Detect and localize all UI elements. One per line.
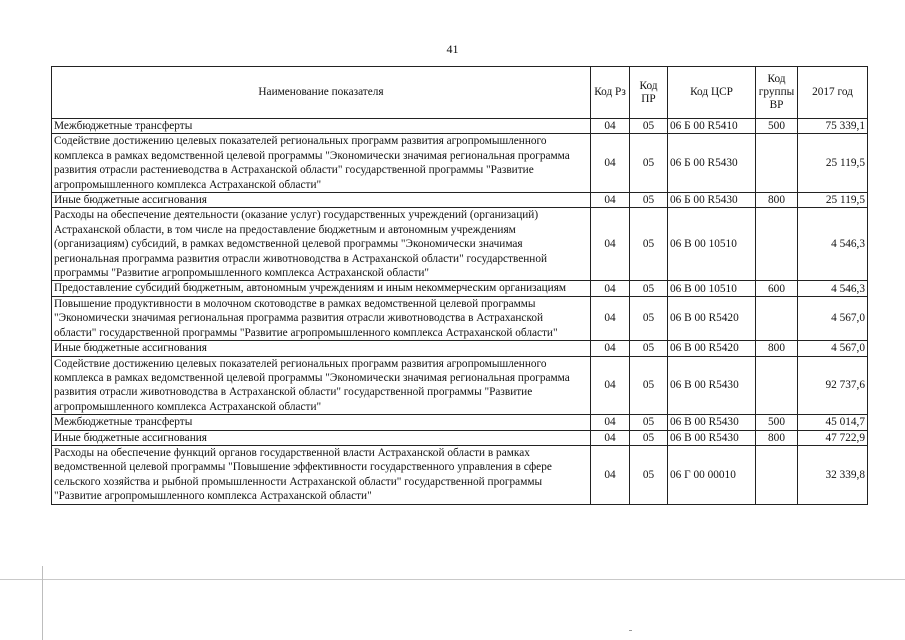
row-pr: 05 [630,208,668,281]
row-amount: 4 546,3 [798,281,868,296]
row-rz: 04 [591,296,630,340]
row-amount: 45 014,7 [798,415,868,430]
row-rz: 04 [591,281,630,296]
table-row [52,296,868,340]
table-row [52,119,868,134]
row-amount: 47 722,9 [798,430,868,445]
row-csr: 06 Б 00 R5430 [668,134,756,193]
row-pr: 05 [630,281,668,296]
row-csr: 06 В 00 R5430 [668,430,756,445]
row-csr: 06 В 00 R5430 [668,356,756,415]
row-name: Иные бюджетные ассигнования [52,193,591,208]
scan-artifact-line [0,579,905,580]
row-name: Содействие достижению целевых показателей региональных программ развития агропромышленного комплекса в рамках ведомственной целевой программы "Экономически значимая региональная программа развития отрасли животноводства в Астраханской области" государственной программы "Развитие агропромышленного комплекса Астраханской области" [52,356,591,415]
row-csr: 06 В 00 R5420 [668,341,756,356]
header-vr: Код группы ВР [756,67,798,119]
row-pr: 05 [630,415,668,430]
row-vr: 500 [756,415,798,430]
row-amount: 32 339,8 [798,445,868,504]
row-pr: 05 [630,119,668,134]
page-number: 41 [446,42,459,56]
row-pr: 05 [630,445,668,504]
scan-artifact-margin [42,566,43,640]
row-rz: 04 [591,356,630,415]
budget-table [51,66,868,505]
row-csr: 06 Б 00 R5430 [668,193,756,208]
row-pr: 05 [630,296,668,340]
row-amount: 4 546,3 [798,208,868,281]
row-vr: 800 [756,430,798,445]
row-name: Содействие достижению целевых показателей региональных программ развития агропромышленного комплекса в рамках ведомственной целевой программы "Экономически значимая региональная программа развития отрасли растениеводства в Астраханской области" государственной программы "Развитие агропромышленного комплекса Астраханской области" [52,134,591,193]
table-row [52,281,868,296]
header-year: 2017 год [798,67,868,119]
row-csr: 06 В 00 R5420 [668,296,756,340]
header-csr: Код ЦСР [668,67,756,119]
row-rz: 04 [591,119,630,134]
table-header-row [52,67,868,119]
row-vr: 800 [756,193,798,208]
row-rz: 04 [591,341,630,356]
row-amount: 25 119,5 [798,193,868,208]
row-rz: 04 [591,134,630,193]
header-rz: Код Рз [591,67,630,119]
row-pr: 05 [630,341,668,356]
table-row [52,208,868,281]
row-csr: 06 Б 00 R5410 [668,119,756,134]
row-vr [756,296,798,340]
row-csr: 06 Г 00 00010 [668,445,756,504]
row-amount: 92 737,6 [798,356,868,415]
header-name: Наименование показателя [52,67,591,119]
table-row [52,193,868,208]
table-row [52,430,868,445]
row-csr: 06 В 00 10510 [668,208,756,281]
table-row [52,445,868,504]
row-pr: 05 [630,193,668,208]
row-name: Повышение продуктивности в молочном скотоводстве в рамках ведомственной целевой программы "Экономически значимая региональная программа развития отрасли животноводства в Астраханской области" государственной программы "Развитие агропромышленного комплекса Астраханской области" [52,296,591,340]
row-pr: 05 [630,134,668,193]
row-rz: 04 [591,445,630,504]
row-amount: 25 119,5 [798,134,868,193]
row-name: Иные бюджетные ассигнования [52,430,591,445]
row-amount: 4 567,0 [798,341,868,356]
row-name: Межбюджетные трансферты [52,119,591,134]
row-amount: 4 567,0 [798,296,868,340]
table-row [52,356,868,415]
row-vr: 500 [756,119,798,134]
row-rz: 04 [591,193,630,208]
row-vr [756,445,798,504]
row-vr: 800 [756,341,798,356]
row-vr: 600 [756,281,798,296]
row-name: Межбюджетные трансферты [52,415,591,430]
row-vr [756,208,798,281]
table-row [52,341,868,356]
table-row [52,134,868,193]
header-pr: Код ПР [630,67,668,119]
row-rz: 04 [591,415,630,430]
row-amount: 75 339,1 [798,119,868,134]
row-name: Иные бюджетные ассигнования [52,341,591,356]
table-body [52,119,868,505]
row-csr: 06 В 00 10510 [668,281,756,296]
row-pr: 05 [630,430,668,445]
row-rz: 04 [591,430,630,445]
row-vr [756,356,798,415]
row-name: Расходы на обеспечение деятельности (оказание услуг) государственных учреждений (организаций) Астраханской области, в том числе на предоставление бюджетным и автономным учреждениям (организациям) субсидий, в рамках ведомственной целевой программы "Экономически значимая региональная программа развития отрасли животноводства в Астраханской области" государственной программы "Развитие агропромышленного комплекса Астраханской области" [52,208,591,281]
row-vr [756,134,798,193]
row-rz: 04 [591,208,630,281]
row-name: Расходы на обеспечение функций органов государственной власти Астраханской области в рамках ведомственной целевой программы "Повышение эффективности государственного управления в сфере сельского хозяйства и рыбной промышленности Астраханской области" государственной программы "Развитие агропромышленного комплекса Астраханской области" [52,445,591,504]
row-pr: 05 [630,356,668,415]
table-row [52,415,868,430]
row-name: Предоставление субсидий бюджетным, автономным учреждениям и иным некоммерческим организациям [52,281,591,296]
scan-artifact-dot [629,630,632,631]
row-csr: 06 В 00 R5430 [668,415,756,430]
